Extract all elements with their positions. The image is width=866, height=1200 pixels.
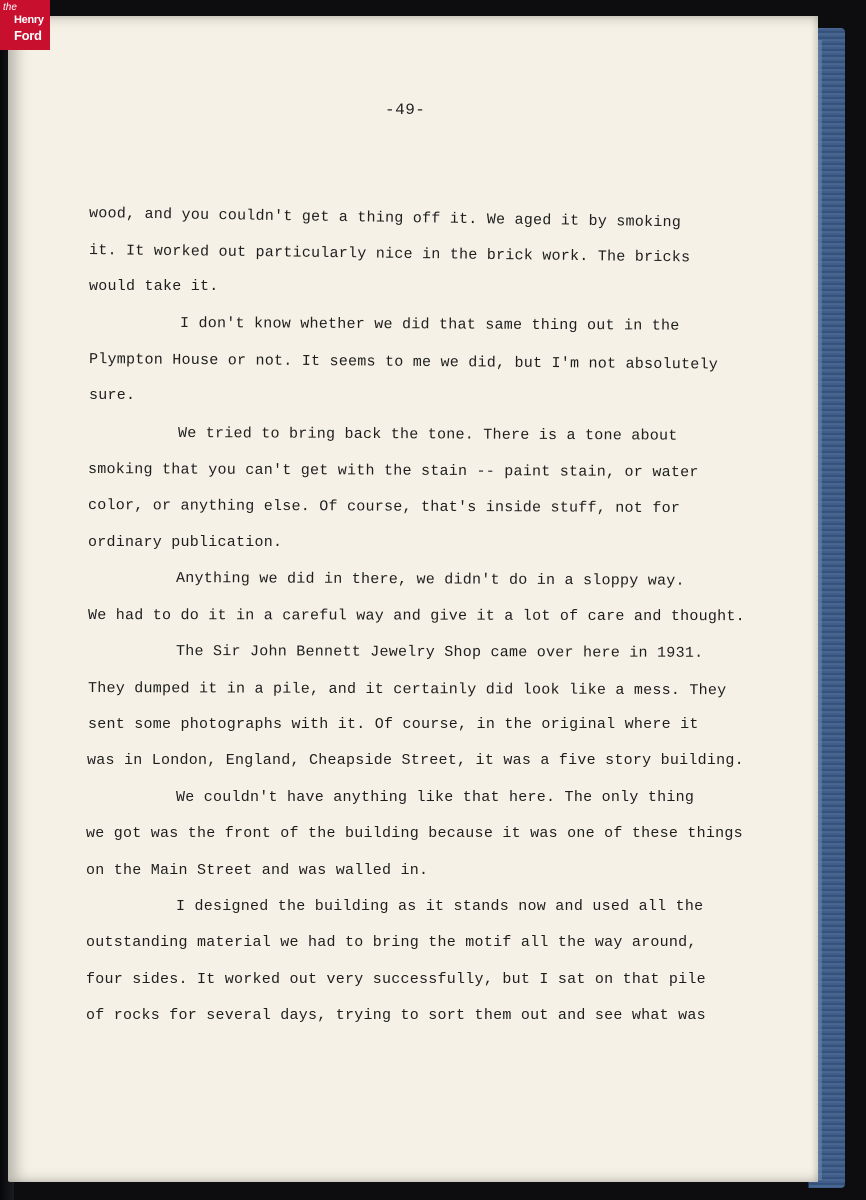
text-line: on the Main Street and was walled in. (86, 862, 429, 879)
text-line: we got was the front of the building because it was one of these things (86, 825, 743, 842)
text-line: color, or anything else. Of course, that's inside stuff, not for (87, 497, 681, 518)
text-line: would take it. (89, 278, 219, 295)
text-line: outstanding material we had to bring the motif all the way around, (86, 934, 697, 951)
text-line: I designed the building as it stands now and used all the (176, 898, 704, 915)
text-line: We had to do it in a careful way and give it a lot of care and thought. (87, 607, 745, 626)
text-line: I don't know whether we did that same thing out in the (179, 315, 680, 335)
text-line: We couldn't have anything like that here. The only thing (176, 789, 695, 806)
logo-ford: Ford (14, 28, 42, 43)
text-line: was in London, England, Cheapside Street, it was a five story building. (87, 752, 744, 769)
text-line: wood, and you couldn't get a thing off it. We aged it by smoking (88, 205, 682, 232)
text-line: They dumped it in a pile, and it certainly did look like a mess. They (87, 680, 727, 700)
text-line: The Sir John Bennett Jewelry Shop came over here in 1931. (175, 643, 704, 662)
text-line: smoking that you can't get with the stain -- paint stain, or water (87, 461, 699, 482)
text-line: four sides. It worked out very successfully, but I sat on that pile (86, 971, 706, 988)
text-line: We tried to bring back the tone. There is a tone about (177, 425, 678, 445)
text-line: ordinary publication. (88, 534, 283, 551)
text-line: sent some photographs with it. Of course, in the original where it (88, 716, 699, 733)
text-line: it. It worked out particularly nice in the brick work. The bricks (88, 242, 691, 267)
text-line: Plympton House or not. It seems to me we did, but I'm not absolutely (88, 351, 719, 374)
text-line: of rocks for several days, trying to sort them out and see what was (86, 1007, 706, 1024)
text-line: Anything we did in there, we didn't do in a sloppy way. (175, 570, 685, 590)
page-number: -49- (385, 101, 426, 119)
logo-the: the (3, 2, 17, 13)
logo-henry: Henry (14, 14, 44, 26)
henry-ford-logo (0, 0, 50, 50)
text-line: sure. (89, 387, 136, 404)
